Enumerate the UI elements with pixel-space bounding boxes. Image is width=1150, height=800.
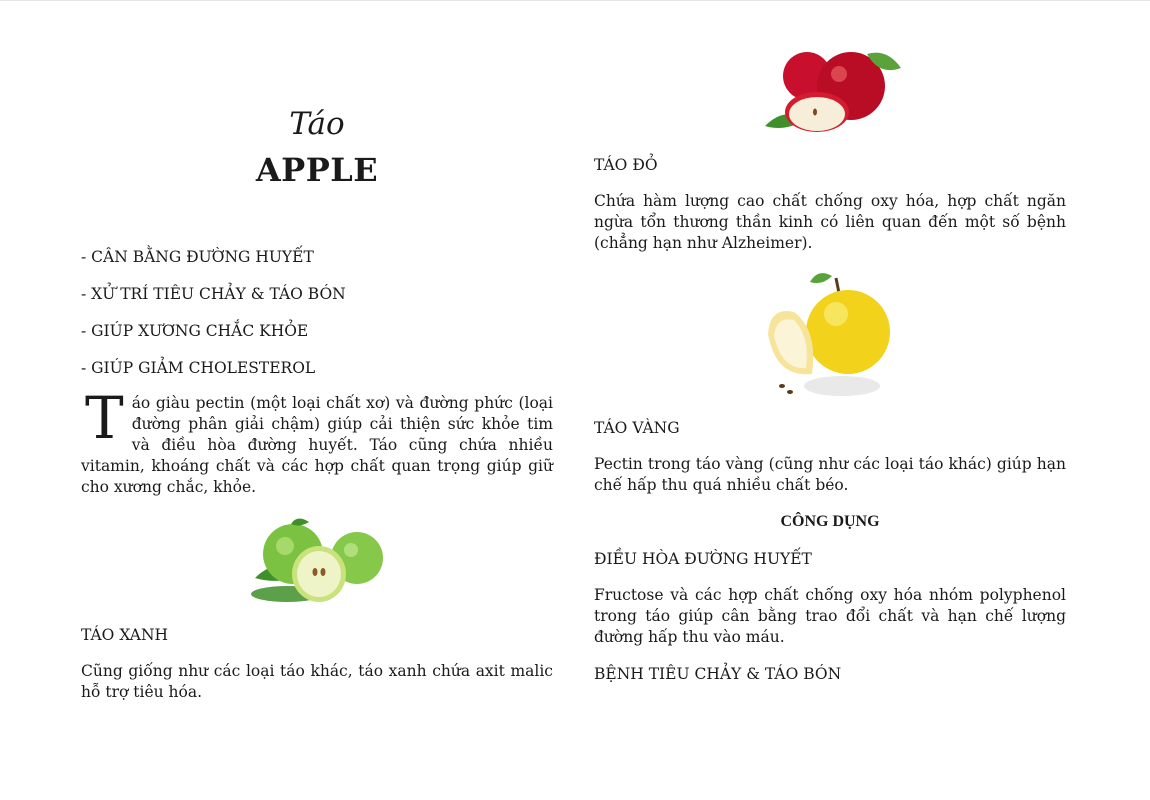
- green-apple-heading: TÁO XANH: [81, 626, 169, 644]
- left-column: [81, 96, 553, 703]
- green-apple-icon: [247, 516, 387, 606]
- red-apple-icon: [755, 40, 905, 136]
- benefit-item: - XỬ TRÍ TIÊU CHẢY & TÁO BÓN: [81, 285, 346, 303]
- benefit-item: - GIÚP XƯƠNG CHẮC KHỎE: [81, 322, 309, 340]
- yellow-apple-icon: [760, 270, 900, 400]
- benefit-item: - GIÚP GIẢM CHOLESTEROL: [81, 359, 316, 377]
- yellow-apple-heading: TÁO VÀNG: [594, 419, 680, 437]
- blood-sugar-heading: ĐIỀU HÒA ĐƯỜNG HUYẾT: [594, 550, 812, 568]
- intro-paragraph: [81, 384, 553, 498]
- right-column: [594, 40, 1066, 685]
- top-border: [0, 0, 1150, 1]
- red-apple-image: [594, 40, 1066, 136]
- intro-text: áo giàu pectin (một loại chất xơ) và đường phức (loại đường phân giải chậm) giúp cải thiện sức khỏe tim và điều hòa đường huyết. Táo cũng chứa nhiều vitamin, khoáng chất và các hợp chất quan trọng giúp giữ cho xương chắc, khỏe.: [81, 394, 553, 496]
- title-english: APPLE: [255, 151, 379, 189]
- digestion-heading: BỆNH TIÊU CHẢY & TÁO BÓN: [594, 665, 842, 683]
- drop-cap: T: [85, 384, 124, 452]
- blood-sugar-text: Fructose và các hợp chất chống oxy hóa nhóm polyphenol trong táo giúp cân bằng trao đổi chất và hạn chế lượng đường hấp thu vào máu.: [594, 586, 1066, 646]
- green-apple-text: Cũng giống như các loại táo khác, táo xanh chứa axit malic hỗ trợ tiêu hóa.: [81, 662, 553, 701]
- red-apple-heading: TÁO ĐỎ: [594, 156, 658, 174]
- yellow-apple-image: [594, 270, 1066, 400]
- uses-heading: CÔNG DỤNG: [780, 513, 880, 530]
- red-apple-text: Chứa hàm lượng cao chất chống oxy hóa, hợp chất ngăn ngừa tổn thương thần kinh có liên quan đến một số bệnh (chẳng hạn như Alzheimer).: [594, 192, 1066, 252]
- yellow-apple-text: Pectin trong táo vàng (cũng như các loại táo khác) giúp hạn chế hấp thu quá nhiều chất béo.: [594, 455, 1066, 494]
- title-vietnamese: Táo: [289, 106, 345, 142]
- green-apple-image: [81, 516, 553, 606]
- benefit-item: - CÂN BẰNG ĐƯỜNG HUYẾT: [81, 248, 314, 266]
